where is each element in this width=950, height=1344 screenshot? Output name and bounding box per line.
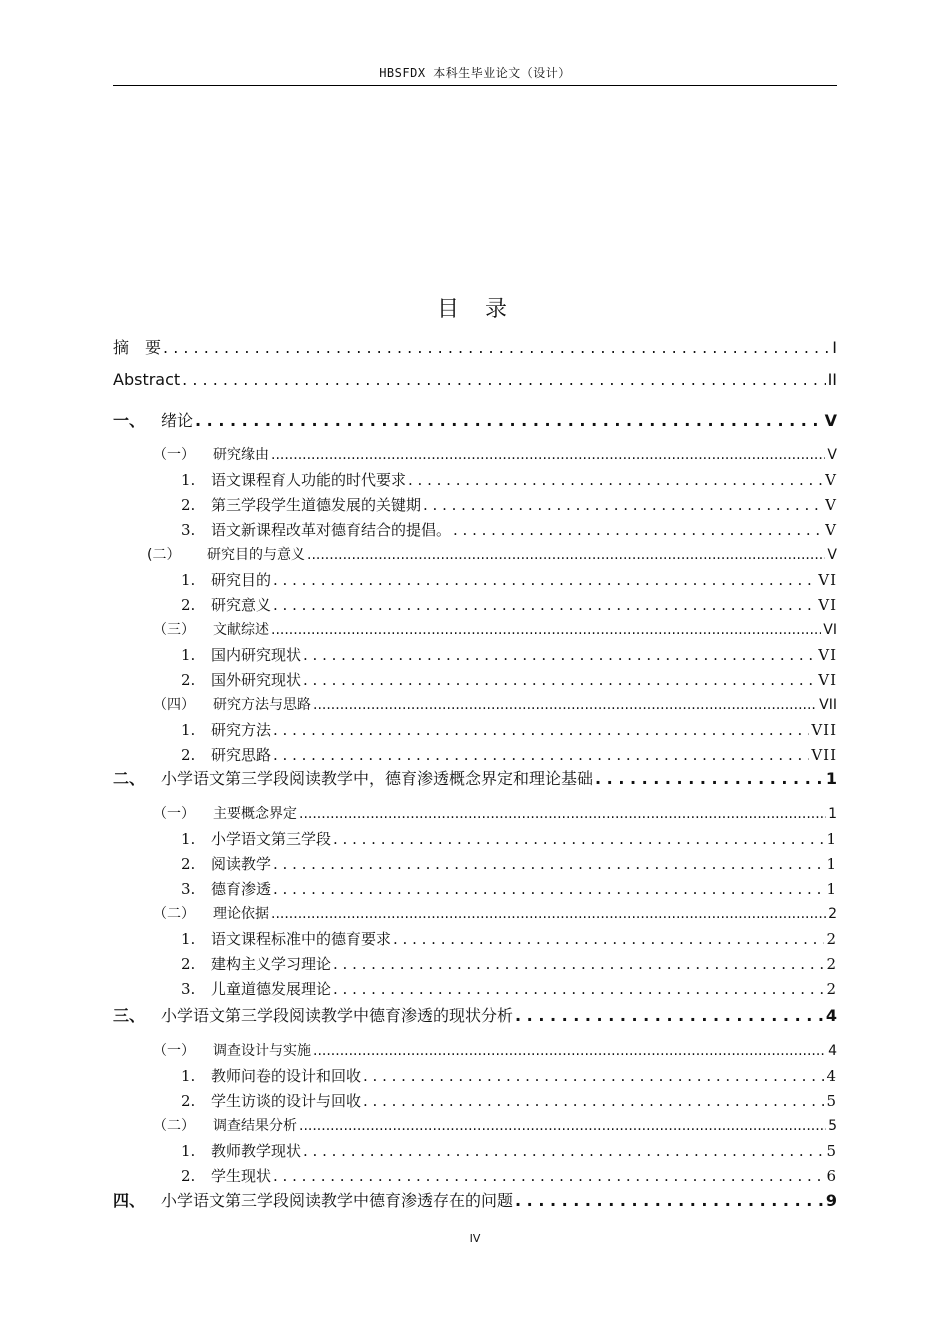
toc-entry-number: 三、 [113, 1006, 146, 1025]
toc-entry[interactable] [181, 1165, 837, 1186]
toc-leader-dots [273, 721, 809, 739]
toc-entry[interactable] [181, 1090, 837, 1111]
toc-entry-page: VI [818, 671, 837, 689]
toc-entry-page: 1 [826, 855, 837, 873]
toc-entry-page: V [825, 496, 837, 514]
toc-entry[interactable] [181, 1065, 837, 1086]
toc-entry-title: 主要概念界定 [213, 806, 297, 822]
toc-entry-title: 小学语文第三学段阅读教学中德育渗透存在的问题 [161, 1191, 514, 1210]
toc-entry-number: 3. [181, 880, 196, 898]
toc-entry[interactable] [181, 719, 837, 740]
toc-leader-dots [303, 671, 816, 689]
toc-entry-title: 研究意义 [211, 596, 272, 614]
toc-entry[interactable] [181, 469, 837, 490]
toc-entry-title: 摘 要 [113, 338, 162, 357]
toc-entry[interactable] [181, 744, 837, 765]
toc-entry-title: 国内研究现状 [211, 646, 302, 664]
toc-title [0, 292, 950, 323]
toc-entry-title: 国外研究现状 [211, 671, 302, 689]
toc-entry-number: 2. [181, 596, 196, 614]
toc-entry[interactable] [147, 544, 837, 564]
toc-entry-number: 1. [181, 471, 196, 489]
toc-entry-page: 2 [826, 980, 837, 998]
toc-entry-page: V [825, 521, 837, 539]
toc-entry[interactable] [181, 853, 837, 874]
toc-entry-title: 语文课程育人功能的时代要求 [211, 471, 407, 489]
toc-entry-title: 学生现状 [211, 1167, 272, 1185]
toc-entry[interactable] [113, 335, 837, 358]
toc-entry-title: 建构主义学习理论 [211, 955, 332, 973]
toc-entry[interactable] [181, 953, 837, 974]
toc-entry-title: 研究方法与思路 [213, 697, 311, 713]
toc-entry-number: （二） [153, 906, 195, 922]
toc-entry-page: 5 [826, 1142, 837, 1160]
page-header: HBSFDX 本科生毕业论文（设计） [379, 66, 571, 80]
toc-entry-number: 一、 [113, 411, 146, 430]
toc-entry-page: V [827, 447, 837, 463]
toc-entry-title: 研究目的 [211, 571, 272, 589]
toc-entry-page: 2 [826, 930, 837, 948]
toc-leader-dots [273, 1167, 824, 1185]
toc-entry[interactable] [153, 903, 837, 923]
toc-entry[interactable] [153, 1115, 837, 1135]
toc-entry-number: 1. [181, 830, 196, 848]
toc-entry-page: VI [818, 596, 837, 614]
toc-leader-dots [273, 880, 824, 898]
toc-entry-number: 3. [181, 980, 196, 998]
toc-entry-number: 2. [181, 746, 196, 764]
toc-entry-title: 研究缘由 [213, 447, 269, 463]
toc-entry-page: 1 [828, 806, 837, 822]
toc-entry-page: 1 [826, 830, 837, 848]
toc-leader-dots [182, 370, 825, 389]
toc-entry-title: 研究思路 [211, 746, 272, 764]
toc-entry-page: VII [811, 721, 837, 739]
toc-entry-page: VI [823, 622, 837, 638]
toc-entry-number: 2. [181, 1092, 196, 1110]
toc-entry[interactable] [153, 1040, 837, 1060]
toc-leader-dots [303, 1142, 824, 1160]
toc-entry[interactable] [181, 669, 837, 690]
toc-entry-title: 小学语文第三学段 [211, 830, 332, 848]
toc-entry-number: 3. [181, 521, 196, 539]
toc-entry-page: 4 [828, 1043, 837, 1059]
toc-title-char-1: 目 [436, 297, 465, 322]
toc-leader-dots [273, 596, 816, 614]
toc-leader-dots [393, 930, 824, 948]
toc-entry[interactable] [113, 370, 837, 389]
toc-entry-number: 1. [181, 1067, 196, 1085]
toc-entry-title: 理论依据 [213, 906, 269, 922]
toc-entry[interactable] [113, 1003, 837, 1026]
toc-entry[interactable] [181, 828, 837, 849]
toc-entry-number: 2. [181, 1167, 196, 1185]
toc-entry-page: VII [819, 697, 837, 713]
toc-entry-page: 1 [825, 769, 837, 788]
toc-entry-title: 第三学段学生道德发展的关键期 [211, 496, 422, 514]
toc-entry[interactable] [113, 408, 837, 431]
toc-entry[interactable] [181, 569, 837, 590]
toc-entry-title: 文献综述 [213, 622, 269, 638]
toc-entry-title: 语文新课程改革对德育结合的提倡。 [211, 521, 452, 539]
toc-entry-page: 5 [826, 1092, 837, 1110]
toc-leader-dots [163, 338, 830, 357]
toc-entry[interactable] [181, 878, 837, 899]
toc-entry-number: （一） [153, 447, 195, 463]
toc-entry-page: VI [818, 646, 837, 664]
header-rule [113, 85, 837, 86]
toc-entry[interactable] [181, 978, 837, 999]
toc-entry-title: 研究方法 [211, 721, 272, 739]
toc-entry[interactable] [113, 1188, 837, 1211]
toc-entry-page: V [824, 411, 837, 430]
toc-entry-page: VII [811, 746, 837, 764]
toc-entry-title: 学生访谈的设计与回收 [211, 1092, 362, 1110]
toc-title-char-2: 录 [485, 297, 514, 322]
toc-entry-number: 1. [181, 930, 196, 948]
toc-entry-page: 1 [826, 880, 837, 898]
toc-entry-number: （三） [153, 622, 195, 638]
toc-entry-page: 2 [826, 955, 837, 973]
toc-entry[interactable] [181, 1140, 837, 1161]
toc-entry-number: 1. [181, 571, 196, 589]
toc-leader-dots [453, 521, 823, 539]
toc-entry-page: 9 [825, 1191, 837, 1210]
toc-entry-number: 2. [181, 671, 196, 689]
toc-entry-title: 绪论 [161, 411, 194, 430]
toc-entry-page: 4 [825, 1006, 837, 1025]
toc-leader-dots [303, 646, 816, 664]
toc-leader-dots [423, 496, 823, 514]
toc-leader-dots [595, 769, 824, 788]
toc-leader-dots [515, 1191, 824, 1210]
toc-entry-number: （二） [153, 1118, 195, 1134]
toc-entry[interactable] [181, 519, 837, 540]
toc-leader-dots [333, 955, 824, 973]
toc-entry-title: 儿童道德发展理论 [211, 980, 332, 998]
toc-entry-title: 语文课程标准中的德育要求 [211, 930, 392, 948]
toc-leader-dots [273, 746, 809, 764]
toc-leader-dots [195, 411, 823, 430]
toc-entry[interactable] [153, 694, 837, 714]
toc-leader-dots [273, 571, 816, 589]
toc-leader-dots [408, 471, 823, 489]
toc-entry-page: II [827, 370, 837, 389]
toc-entry-page: 6 [826, 1167, 837, 1185]
toc-entry-title: 小学语文第三学段阅读教学中，德育渗透概念界定和理论基础 [161, 769, 594, 788]
toc-entry-page: V [825, 471, 837, 489]
toc-entry[interactable] [153, 444, 837, 464]
toc-entry-page: VI [818, 571, 837, 589]
toc-entry-number: 二、 [113, 769, 146, 788]
toc-entry-number: （四） [153, 697, 195, 713]
toc-entry-page: 4 [826, 1067, 837, 1085]
toc-entry-number: 1. [181, 721, 196, 739]
toc-entry[interactable] [181, 644, 837, 665]
toc-entry-page: I [832, 338, 837, 357]
toc-leader-dots [299, 1118, 826, 1134]
toc-entry-number: 2. [181, 496, 196, 514]
toc-leader-dots [273, 855, 824, 873]
toc-leader-dots [271, 622, 821, 638]
toc-entry-number: 2. [181, 955, 196, 973]
toc-leader-dots [363, 1067, 824, 1085]
toc-leader-dots [333, 980, 824, 998]
toc-entry-number: （一） [153, 1043, 195, 1059]
toc-entry-title: 德育渗透 [211, 880, 272, 898]
toc-entry-number: 1. [181, 1142, 196, 1160]
toc-entry-number: 2. [181, 855, 196, 873]
toc-entry-title: 阅读教学 [211, 855, 272, 873]
toc-leader-dots [363, 1092, 824, 1110]
page-number: IV [469, 1232, 481, 1245]
toc-entry-title: 教师教学现状 [211, 1142, 302, 1160]
toc-entry-number: 1. [181, 646, 196, 664]
toc-leader-dots [515, 1006, 824, 1025]
toc-leader-dots [313, 697, 817, 713]
toc-entry[interactable] [181, 928, 837, 949]
toc-entry[interactable] [113, 766, 837, 789]
toc-entry-title: 研究目的与意义 [207, 547, 305, 563]
toc-leader-dots [271, 906, 826, 922]
toc-entry-number: (二） [147, 547, 181, 563]
toc-entry[interactable] [181, 594, 837, 615]
toc-leader-dots [333, 830, 824, 848]
toc-entry-title: 调查结果分析 [213, 1118, 297, 1134]
toc-entry-title: Abstract [113, 370, 181, 389]
toc-entry-title: 调查设计与实施 [213, 1043, 311, 1059]
toc-entry[interactable] [153, 619, 837, 639]
toc-leader-dots [271, 447, 825, 463]
toc-entry-page: 5 [828, 1118, 837, 1134]
toc-entry-page: 2 [828, 906, 837, 922]
toc-entry-number: （一） [153, 806, 195, 822]
toc-leader-dots [299, 806, 826, 822]
toc-entry-title: 小学语文第三学段阅读教学中德育渗透的现状分析 [161, 1006, 514, 1025]
toc-entry-page: V [827, 547, 837, 563]
toc-entry-number: 四、 [113, 1191, 146, 1210]
toc-entry[interactable] [181, 494, 837, 515]
toc-leader-dots [307, 547, 825, 563]
toc-leader-dots [313, 1043, 826, 1059]
toc-entry[interactable] [153, 803, 837, 823]
toc-entry-title: 教师问卷的设计和回收 [211, 1067, 362, 1085]
